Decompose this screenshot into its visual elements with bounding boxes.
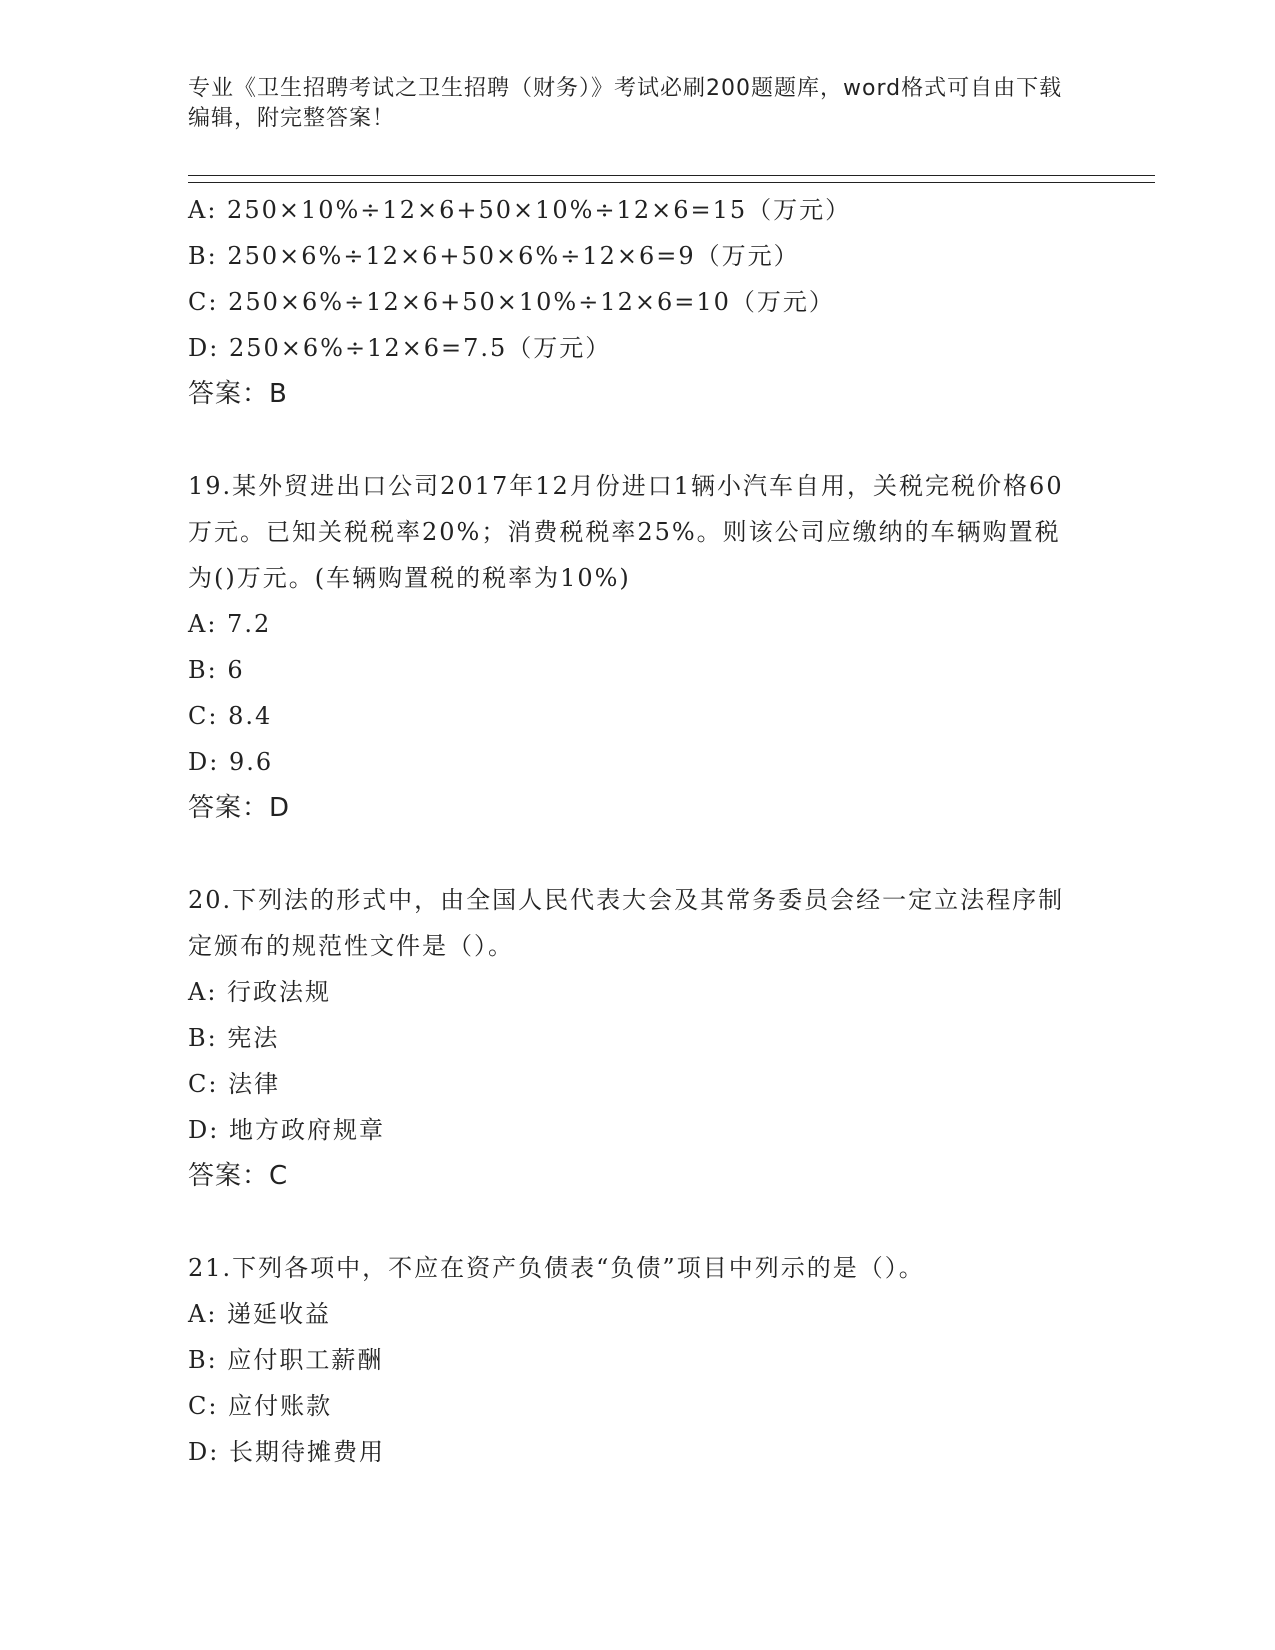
spacer: [188, 417, 1088, 463]
option-c: C: 法律: [188, 1070, 281, 1098]
question-prev: [188, 187, 1088, 417]
option-b: B: 250×6%÷12×6+50×6%÷12×6=9（万元）: [188, 242, 800, 270]
spacer: [188, 831, 1088, 877]
question-stem: 19.某外贸进出口公司2017年12月份进口1辆小汽车自用，关税完税价格60万元。已知关税税率20%；消费税税率25%。则该公司应缴纳的车辆购置税为()万元。(车辆购置税的税率为10%): [188, 472, 1064, 592]
option-b: B: 宪法: [188, 1024, 280, 1052]
answer-label: 答案：D: [188, 793, 291, 823]
option-a: A: 250×10%÷12×6+50×10%÷12×6=15（万元）: [188, 196, 852, 224]
spacer: [188, 1199, 1088, 1245]
header-rule-top: [188, 175, 1155, 176]
question-20: [188, 877, 1088, 1199]
option-c: C: 250×6%÷12×6+50×10%÷12×6=10（万元）: [188, 288, 835, 316]
answer-label: 答案：C: [188, 1161, 289, 1191]
option-a: A: 递延收益: [188, 1300, 332, 1328]
option-a: A: 行政法规: [188, 978, 332, 1006]
option-d: D: 地方政府规章: [188, 1116, 385, 1144]
option-c: C: 8.4: [188, 702, 273, 730]
document-header: 专业《卫生招聘考试之卫生招聘（财务）》考试必刷200题题库，word格式可自由下载编辑，附完整答案！: [188, 76, 1063, 131]
option-c: C: 应付账款: [188, 1392, 333, 1420]
question-21: [188, 1245, 1088, 1475]
option-b: B: 应付职工薪酬: [188, 1346, 384, 1374]
option-b: B: 6: [188, 656, 245, 684]
answer-label: 答案：B: [188, 379, 288, 409]
header-rule-bottom: [188, 182, 1155, 183]
question-stem: 21.下列各项中，不应在资产负债表“负债”项目中列示的是（）。: [188, 1254, 925, 1282]
option-d: D: 长期待摊费用: [188, 1438, 385, 1466]
option-d: D: 9.6: [188, 748, 274, 776]
question-content: [188, 187, 1088, 1475]
question-19: [188, 463, 1088, 831]
option-a: A: 7.2: [188, 610, 272, 638]
question-stem: 20.下列法的形式中，由全国人民代表大会及其常务委员会经一定立法程序制定颁布的规范性文件是（）。: [188, 886, 1065, 960]
option-d: D: 250×6%÷12×6=7.5（万元）: [188, 334, 612, 362]
